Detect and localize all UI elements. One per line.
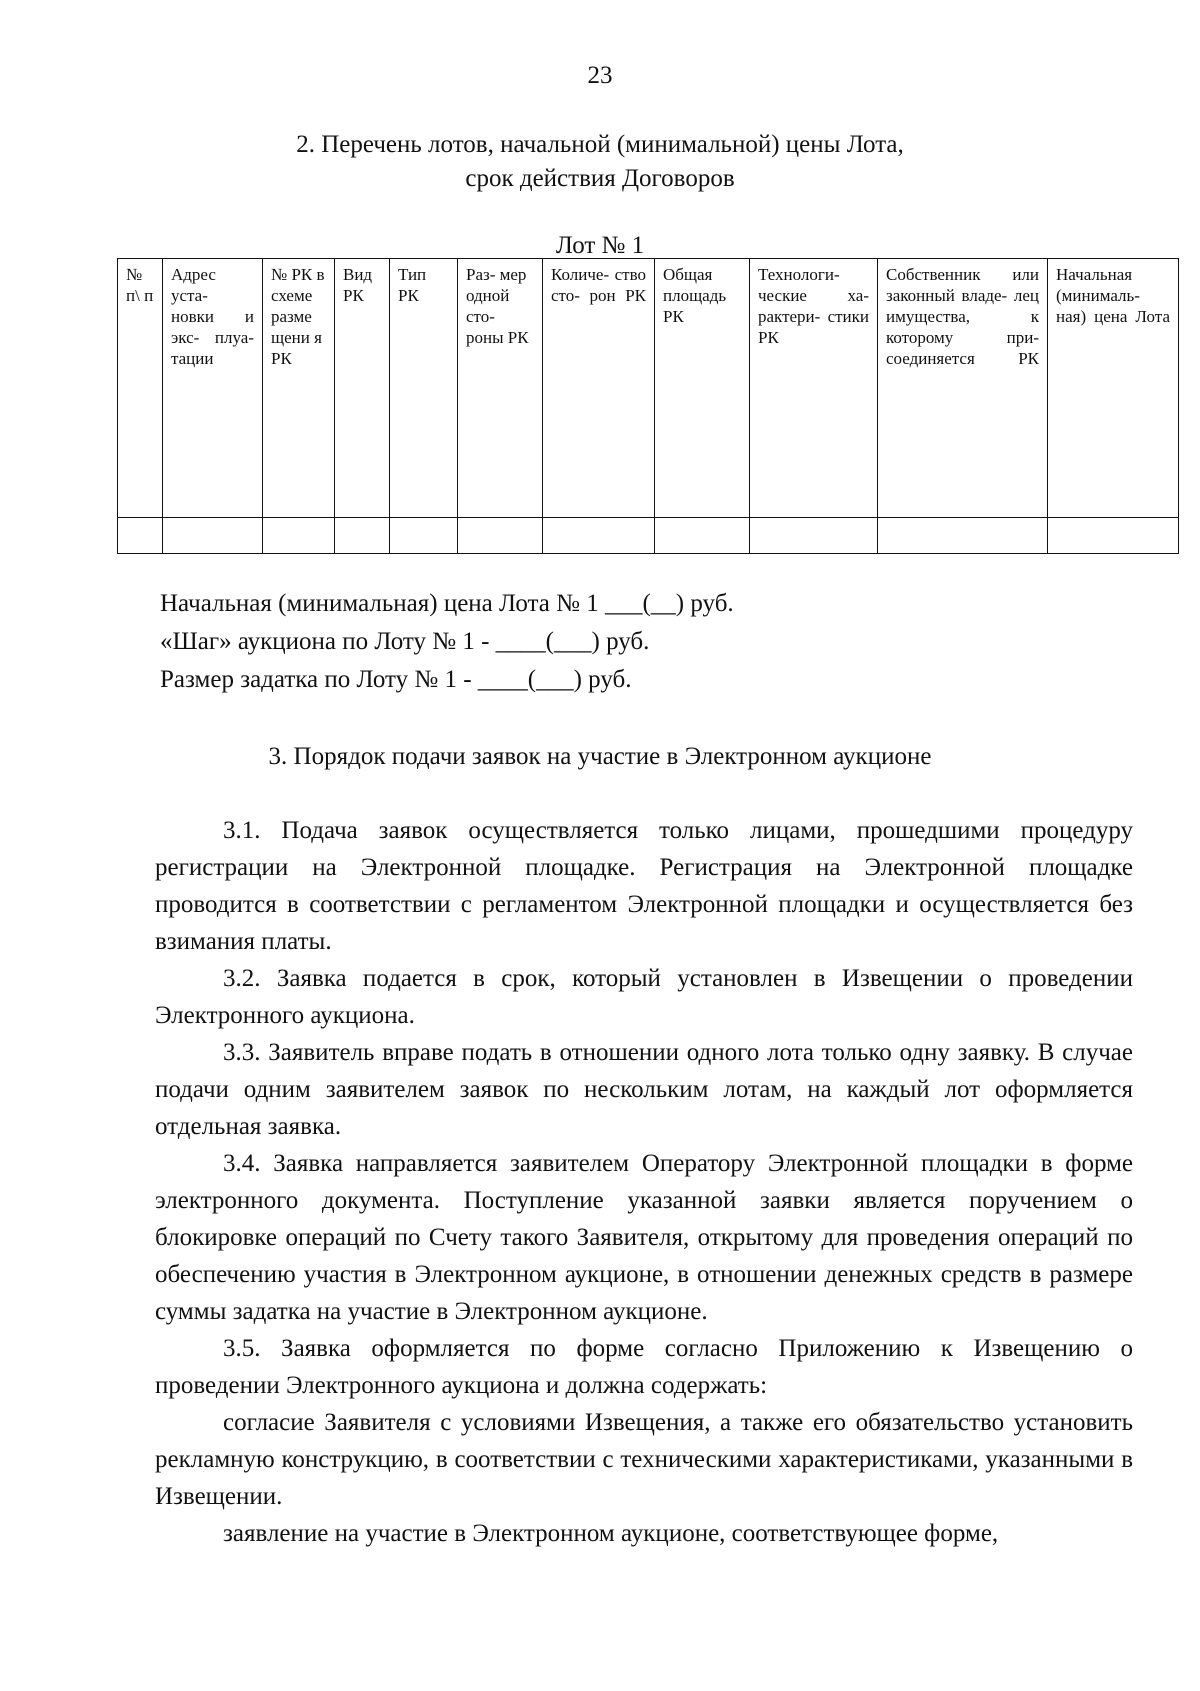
header-cell-tech-specs: Технологи- ческие ха- рактери- стики РК: [750, 259, 878, 518]
header-cell-start-price: Начальная (минималь- ная) цена Лота: [1048, 259, 1179, 518]
table-cell: [750, 518, 878, 554]
section-2-title-line-2: срок действия Договоров: [465, 165, 735, 192]
header-cell-kind: Вид РК: [335, 259, 390, 518]
table-cell: [335, 518, 390, 554]
start-price-line: Начальная (минимальная) цена Лота № 1 ___(__) руб.: [160, 590, 734, 617]
paragraph-consent: согласие Заявителя с условиями Извещения, а также его обязательство установить рекламную конструкцию, в соответствии с техническими характеристиками, указанными в Извещении.: [155, 1409, 1133, 1510]
header-cell-side-size: Раз- мер одной сто- роны РК: [458, 259, 543, 518]
section-3-title: 3. Порядок подачи заявок на участие в Электронном аукционе: [268, 743, 932, 770]
table-cell: [118, 518, 163, 554]
page-number: 23: [587, 62, 613, 89]
paragraph-3-5: 3.5. Заявка оформляется по форме согласно Приложению к Извещению о проведении Электронного аукциона и должна содержать:: [155, 1335, 1133, 1399]
header-cell-owner: Собственник или законный владе- лец имущества, к которому при- соединяется РК: [878, 259, 1048, 518]
header-cell-total-area: Общая площадь РК: [655, 259, 750, 518]
lots-table: [117, 258, 1179, 554]
table-cell: [878, 518, 1048, 554]
table-cell: [263, 518, 335, 554]
section-3-body: [155, 812, 1133, 1552]
table-header-row: [118, 259, 1179, 518]
header-cell-address: Адрес уста- новки и экс- плуа- тации: [163, 259, 263, 518]
table-cell: [655, 518, 750, 554]
table-cell: [458, 518, 543, 554]
header-cell-side-count: Количе- ство сто- рон РК: [543, 259, 655, 518]
paragraph-3-1: 3.1. Подача заявок осуществляется только лицами, прошедшими процедуру регистрации на Электронной площадке. Регистрация на Электронной площадке проводится в соответствии с регламентом Электронной площадки и осуществляется без взимания платы.: [155, 817, 1133, 955]
table-cell: [163, 518, 263, 554]
section-2-title: [0, 128, 1200, 196]
section-2-title-line-1: 2. Перечень лотов, начальной (минимальной) цены Лота,: [296, 131, 904, 158]
paragraph-3-4: 3.4. Заявка направляется заявителем Оператору Электронной площадки в форме электронного документа. Поступление указанной заявки является поручением о блокировке операций по Счету такого Заявителя, открытому для проведения операций по обеспечению участия в Электронном аукционе, в отношении денежных средств в размере суммы задатка на участие в Электронном аукционе.: [155, 1150, 1133, 1325]
table-row: [118, 518, 1179, 554]
lot-label: Лот № 1: [555, 232, 645, 259]
table-cell: [390, 518, 458, 554]
paragraph-3-3: 3.3. Заявитель вправе подать в отношении одного лота только одну заявку. В случае подачи одним заявителем заявок по нескольким лотам, на каждый лот оформляется отдельная заявка.: [155, 1039, 1133, 1140]
table-cell: [1048, 518, 1179, 554]
table-cell: [543, 518, 655, 554]
header-cell-number: № п\ п: [118, 259, 163, 518]
auction-step-line: «Шаг» аукциона по Лоту № 1 - ____(___) руб.: [160, 628, 650, 655]
header-cell-type: Тип РК: [390, 259, 458, 518]
paragraph-application: заявление на участие в Электронном аукционе, соответствующее форме,: [223, 1520, 999, 1547]
header-cell-scheme-number: № РК в схеме разме щени я РК: [263, 259, 335, 518]
deposit-line: Размер задатка по Лоту № 1 - ____(___) руб.: [160, 666, 632, 693]
price-block: [160, 585, 734, 699]
paragraph-3-2: 3.2. Заявка подается в срок, который установлен в Извещении о проведении Электронного аукциона.: [155, 965, 1133, 1029]
